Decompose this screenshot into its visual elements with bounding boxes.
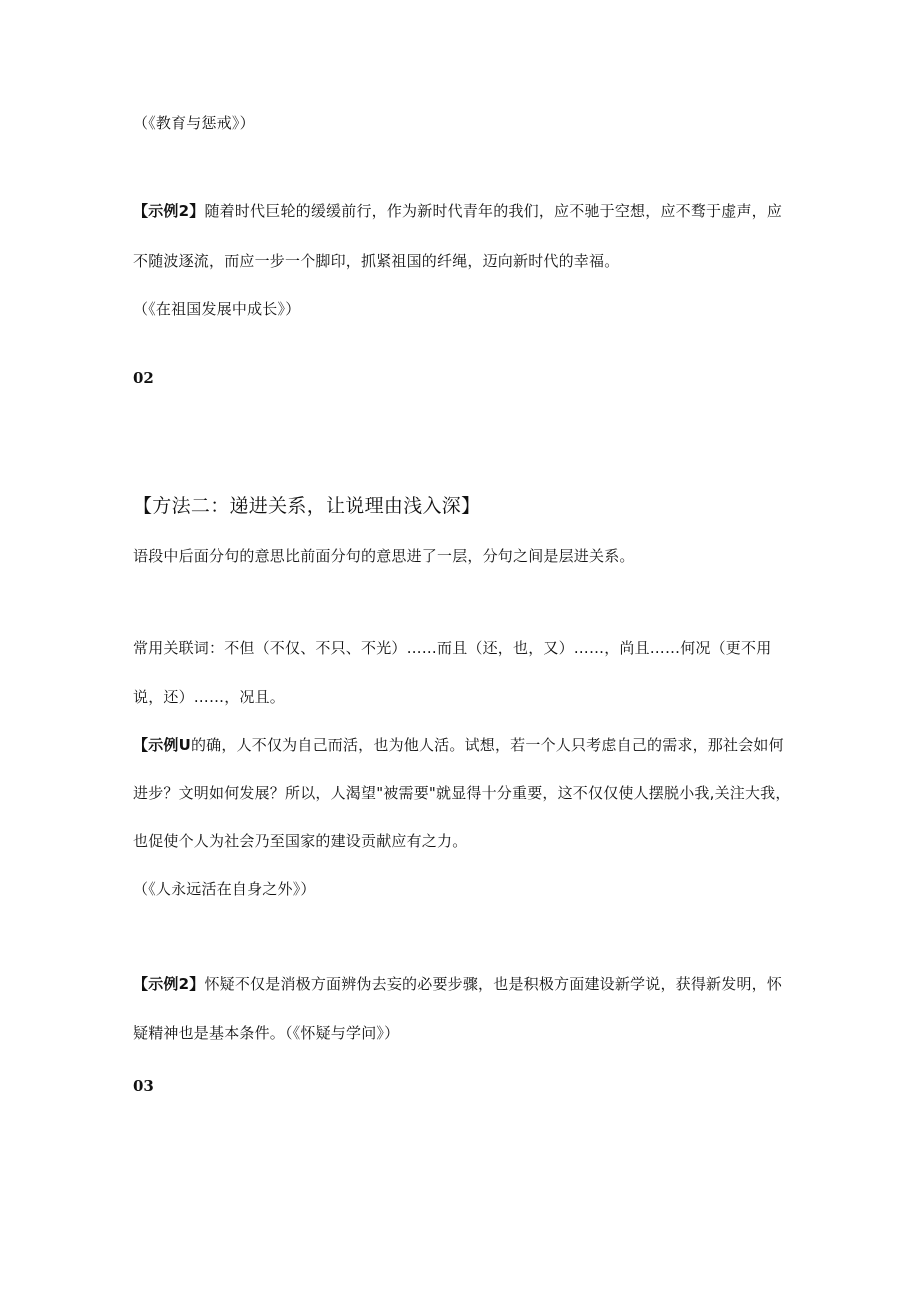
example-2b-text-1: 怀疑不仅是消极方面辨伪去妄的必要步骤，也是积极方面建设新学说，获得新发明，怀 (204, 975, 783, 993)
example-1b-line-2: 进步？文明如何发展？所以，人渴望"被需要"就显得十分重要，这不仅仅使人摆脱小我,关注大我， (133, 784, 791, 802)
example-2-line-2: 不随波逐流，而应一步一个脚印，抓紧祖国的纤绳，迈向新时代的幸福。 (133, 252, 620, 270)
example-2-line-1 (133, 200, 782, 222)
example-2b-line-2: 疑精神也是基本条件。（《怀疑与学问》） (133, 1024, 400, 1042)
source-citation-3: （《人永远活在自身之外》） (133, 880, 316, 898)
example-2b-tag: 【示例2】 (133, 975, 205, 993)
method-2-intro: 语段中后面分句的意思比前面分句的意思进了一层，分句之间是层进关系。 (133, 547, 635, 565)
section-number-02: 02 (133, 369, 154, 387)
example-1b-line-1 (133, 734, 784, 756)
source-citation-2: （《在祖国发展中成长》） (133, 300, 301, 318)
example-2-text-1: 随着时代巨轮的缓缓前行，作为新时代青年的我们，应不驰于空想，应不骛于虚声，应 (204, 202, 783, 220)
example-1b-tag: 【示例U (133, 736, 191, 754)
section-number-03: 03 (133, 1077, 154, 1095)
example-2-tag: 【示例2】 (133, 202, 205, 220)
conjunctions-line-1: 常用关联词：不但（不仅、不只、不光）……而且（还，也，又）……，尚且……何况（更不用 (133, 639, 772, 657)
source-citation-1: （《教育与惩戒》） (133, 114, 255, 132)
example-1b-text-1: 的确，人不仅为自己而活，也为他人活。试想，若一个人只考虑自己的需求，那社会如何 (190, 736, 784, 754)
example-1b-line-3: 也促使个人为社会乃至国家的建设贡献应有之力。 (133, 832, 468, 850)
method-2-heading: 【方法二：递进关系，让说理由浅入深】 (133, 495, 481, 517)
example-2b-line-1 (133, 973, 782, 995)
conjunctions-line-2: 说，还）……，况且。 (133, 688, 286, 706)
